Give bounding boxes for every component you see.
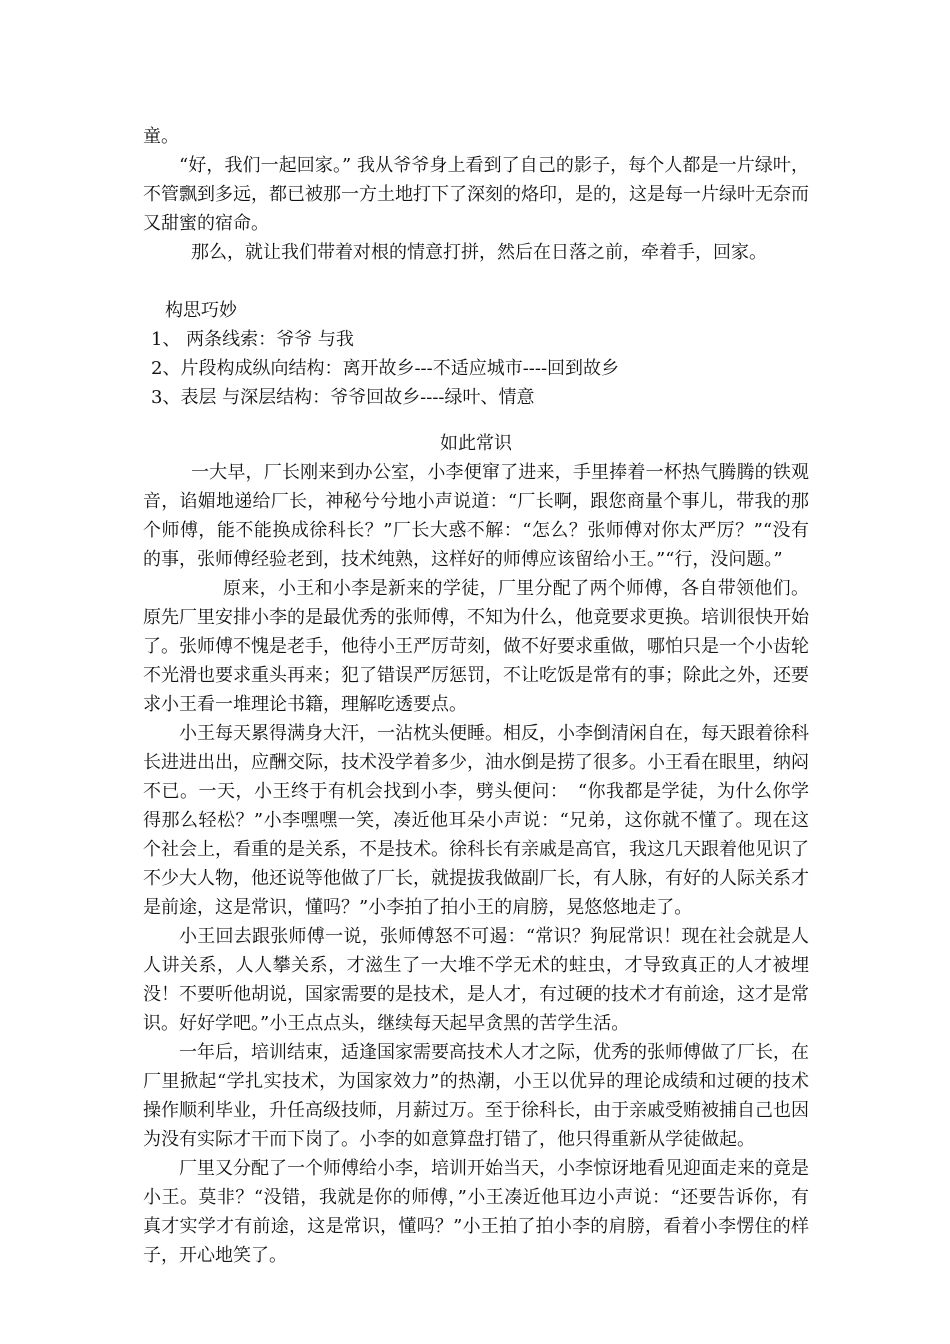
- story-paragraph: 原来，小王和小李是新来的学徒，厂里分配了两个师傅，各自带领他们。原先厂里安排小李的是最优秀的张师傅，不知为什么，他竟要求更换。培训很快开始了。张师傅不愧是老手，他待小王严厉苛刻，做不好要求重做，哪怕只是一个小齿轮不光滑也要求重头再来；犯了错误严厉惩罚，不让吃饭是常有的事；除此之外，还要求小王看一堆理论书籍，理解吃透要点。: [143, 578, 809, 715]
- story-paragraph: 小王回去跟张师傅一说，张师傅怒不可遏：“常识？狗屁常识！现在社会就是人人讲关系，人人攀关系，才滋生了一大堆不学无术的蛀虫，才导致真正的人才被埋没！不要听他胡说，国家需要的是技术，是人才，有过硬的技术才有前途，这才是常识。好好学吧。”小王点点头，继续每天起早贪黑的苦学生活。: [143, 926, 809, 1034]
- outline-item: 3、表层 与深层结构：爷爷回故乡----绿叶、情意: [151, 387, 535, 408]
- story-paragraph: 一年后，培训结束，适逢国家需要高技术人才之际，优秀的张师傅做了厂长，在厂里掀起“学扎实技术，为国家效力”的热潮，小王以优异的理论成绩和过硬的技术操作顺利毕业，升任高级技师，月薪过万。至于徐科长，由于亲戚受贿被捕自己也因为没有实际才干而下岗了。小李的如意算盘打错了，他只得重新从学徒做起。: [143, 1042, 809, 1150]
- story-paragraph: 一大早，厂长刚来到办公室，小李便窜了进来，手里捧着一杯热气腾腾的铁观音，谄媚地递给厂长，神秘兮兮地小声说道：“厂长啊，跟您商量个事儿，带我的那个师傅，能不能换成徐科长？”厂长大惑不解：“怎么？张师傅对你太严厉？”“没有的事，张师傅经验老到，技术纯熟，这样好的师傅应该留给小王。”“行，没问题。”: [143, 462, 809, 570]
- story-paragraph: 小王每天累得满身大汗，一沾枕头便睡。相反，小李倒清闲自在，每天跟着徐科长进进出出，应酬交际，技术没学着多少，油水倒是捞了很多。小王看在眼里，纳闷不已。一天，小王终于有机会找到小李，劈头便问： “你我都是学徒，为什么你学得那么轻松？”小李嘿嘿一笑，凑近他耳朵小声说：“兄弟，这你就不懂了。现在这个社会上，看重的是关系，不是技术。徐科长有亲戚是高官，我这几天跟着他见识了不少大人物，他还说等他做了厂长，就提拔我做副厂长，有人脉，有好的人际关系才是前途，这是常识，懂吗？”小李拍了拍小王的肩膀，晃悠悠地走了。: [143, 723, 809, 918]
- essay-closing-paragraph: 那么，就让我们带着对根的情意打拼，然后在日落之前，牵着手，回家。: [191, 242, 767, 263]
- story-paragraph: 厂里又分配了一个师傅给小李，培训开始当天，小李惊讶地看见迎面走来的竟是小王。莫非？“没错，我就是你的师傅，”小王凑近他耳边小声说：“还要告诉你，有真才实学才有前途，这是常识，懂吗？”小王拍了拍小李的肩膀，看着小李愣住的样子，开心地笑了。: [143, 1158, 809, 1266]
- outline-item: 1、 两条线索：爷爷 与我: [151, 329, 354, 350]
- outline-item: 2、片段构成纵向结构：离开故乡---不适应城市----回到故乡: [151, 358, 620, 379]
- story-title: 如此常识: [440, 433, 512, 454]
- essay-fragment-line: 童。: [143, 126, 179, 147]
- spacer: [143, 267, 809, 296]
- document-body: [143, 122, 809, 1270]
- outline-heading: 构思巧妙: [165, 300, 237, 321]
- essay-paragraph: “好，我们一起回家。” 我从爷爷身上看到了自己的影子，每个人都是一片绿叶，不管飘到多远，都已被那一方土地打下了深刻的烙印，是的，这是每一片绿叶无奈而又甜蜜的宿命。: [143, 155, 809, 234]
